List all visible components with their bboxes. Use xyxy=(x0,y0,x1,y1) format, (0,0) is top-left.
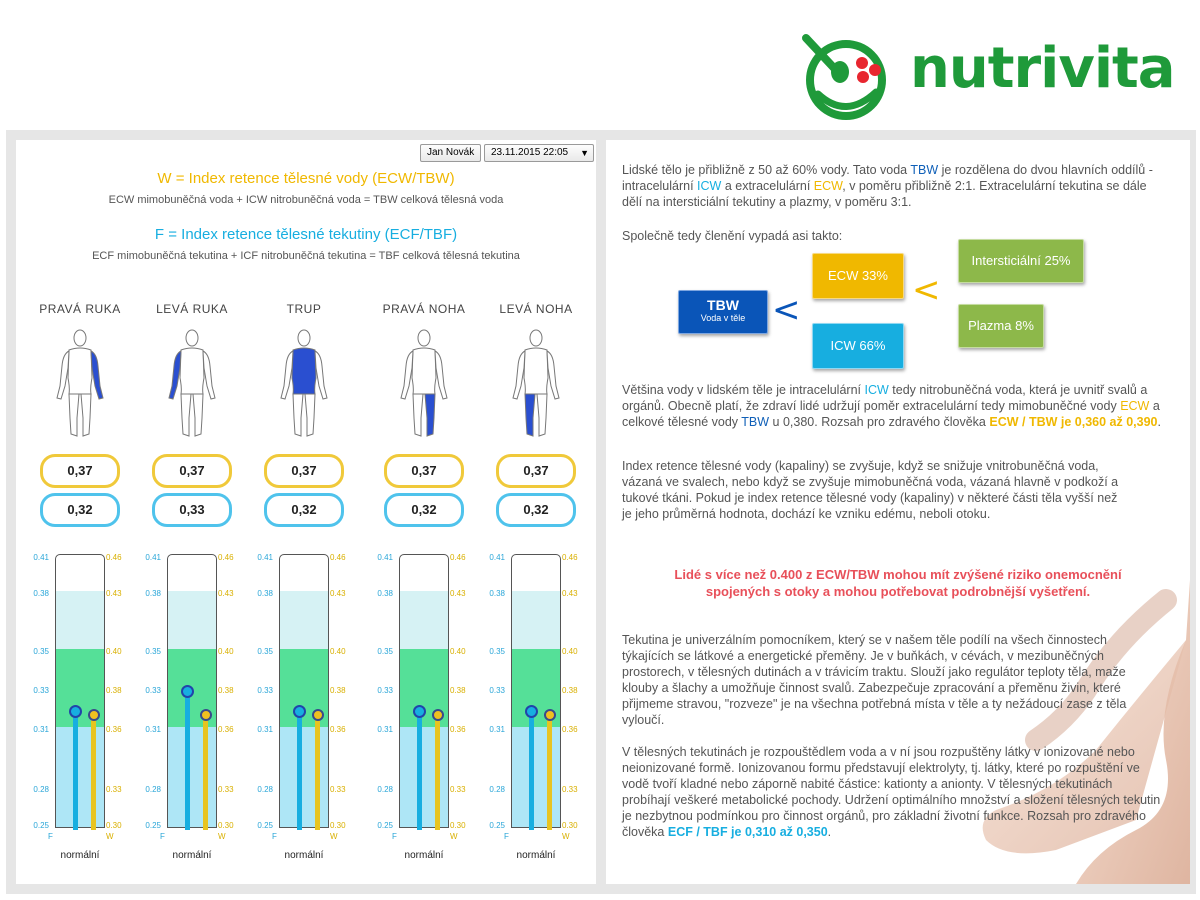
f-value-pill: 0,32 xyxy=(40,493,120,527)
f-scale-tick: 0.31 xyxy=(33,725,49,734)
f-axis-letter: F xyxy=(272,832,277,841)
date-select-value: 23.11.2015 22:05 xyxy=(491,147,569,158)
w-marker xyxy=(200,709,212,721)
split-intro: Společně tedy členění vypadá asi takto: xyxy=(622,229,843,243)
w-scale-tick: 0.30 xyxy=(218,821,234,830)
f-scale-tick: 0.33 xyxy=(257,686,273,695)
w-scale-tick: 0.46 xyxy=(106,553,122,562)
intersticialni-box: Intersticiální 25% xyxy=(958,239,1084,283)
segment-column xyxy=(136,140,248,884)
ecw-split-sign: < xyxy=(912,270,941,310)
w-marker xyxy=(312,709,324,721)
f-scale-tick: 0.35 xyxy=(145,647,161,656)
f-marker xyxy=(69,705,82,718)
w-value-pill: 0,37 xyxy=(40,454,120,488)
w-scale-tick: 0.43 xyxy=(218,589,234,598)
f-scale-tick: 0.28 xyxy=(33,785,49,794)
f-value-pill: 0,32 xyxy=(264,493,344,527)
f-scale-tick: 0.35 xyxy=(489,647,505,656)
gauge-track xyxy=(279,554,329,828)
f-value-pill: 0,33 xyxy=(152,493,232,527)
f-subtitle: ECF mimobuněčná tekutina + ICF nitrobuněčná tekutina = TBF celková tělesná tekutina xyxy=(92,250,520,262)
w-scale-tick: 0.43 xyxy=(562,589,578,598)
status-label: normální xyxy=(172,850,212,861)
f-scale-tick: 0.35 xyxy=(377,647,393,656)
segment-label: PRAVÁ RUKA xyxy=(39,302,121,316)
w-scale-tick: 0.46 xyxy=(562,553,578,562)
w-axis-letter: W xyxy=(330,832,338,841)
w-scale-tick: 0.38 xyxy=(562,686,578,695)
w-bar xyxy=(547,715,552,831)
w-scale-tick: 0.36 xyxy=(330,725,346,734)
w-axis-letter: W xyxy=(106,832,114,841)
w-scale-tick: 0.30 xyxy=(330,821,346,830)
segment-column xyxy=(24,140,136,884)
status-label: normální xyxy=(404,850,444,861)
f-marker xyxy=(525,705,538,718)
f-marker xyxy=(293,705,306,718)
rozpoustedlo-paragraph: V tělesných tekutinách je rozpouštědlem voda a v ní jsou rozpuštěny látky v ionizované nebo neionizované formě. Ionizovanou formu představují elektrolyty, tj. látky, které po rozpuštění ve vodě tvoří kladné nebo záporně nabité částice: kationty a anionty. V tělesných tekutinách probíhají veškeré metabolické pochody. Udržení optimálního množství a složení tělesných tekutin je nezbytnou podmínkou pro činnost orgánů, pro základní životní funkce. Rozsah pro zdravého člověka ECF / TBF je 0,310 až 0,350. xyxy=(622,745,1161,839)
w-scale-tick: 0.43 xyxy=(330,589,346,598)
w-scale-tick: 0.36 xyxy=(562,725,578,734)
gauge-track xyxy=(511,554,561,828)
w-title: W = Index retence tělesné vody (ECW/TBW) xyxy=(157,170,455,187)
f-scale-tick: 0.33 xyxy=(377,686,393,695)
f-marker xyxy=(413,705,426,718)
logo-wordmark: nutrivita xyxy=(910,36,1175,101)
f-value-pill: 0,32 xyxy=(384,493,464,527)
status-label: normální xyxy=(516,850,556,861)
w-axis-letter: W xyxy=(218,832,226,841)
f-scale-tick: 0.25 xyxy=(257,821,273,830)
f-scale-tick: 0.38 xyxy=(377,589,393,598)
f-bar xyxy=(417,711,422,831)
f-value-pill: 0,32 xyxy=(496,493,576,527)
f-axis-letter: F xyxy=(48,832,53,841)
w-marker xyxy=(432,709,444,721)
tbw-box: TBW Voda v těle xyxy=(678,290,768,334)
w-scale-tick: 0.33 xyxy=(330,785,346,794)
status-label: normální xyxy=(60,850,100,861)
segment-column xyxy=(480,140,592,884)
w-scale-tick: 0.38 xyxy=(330,686,346,695)
f-scale-tick: 0.25 xyxy=(33,821,49,830)
f-scale-tick: 0.31 xyxy=(145,725,161,734)
f-scale-tick: 0.31 xyxy=(257,725,273,734)
gauge-track xyxy=(399,554,449,828)
f-scale-tick: 0.33 xyxy=(33,686,49,695)
f-axis-letter: F xyxy=(504,832,509,841)
intro-paragraph: Lidské tělo je přibližně z 50 až 60% vody. Tato voda TBW je rozdělena do dvou hlavních oddílů - intracelulární ICW a extracelulární ECW, v poměru přibližně 2:1. Extracelulární tekutina se dále dělí na intersticiální tekutiny a plazmy, v poměru 3:1. xyxy=(622,163,1153,209)
f-axis-letter: F xyxy=(160,832,165,841)
left-panel xyxy=(16,140,596,884)
f-bar xyxy=(297,711,302,831)
retention-gauge xyxy=(136,550,248,850)
w-scale-tick: 0.46 xyxy=(330,553,346,562)
f-axis-letter: F xyxy=(392,832,397,841)
ecw-box: ECW 33% xyxy=(812,253,904,299)
w-scale-tick: 0.30 xyxy=(106,821,122,830)
body-figure-icon xyxy=(506,328,566,440)
body-figure-icon xyxy=(394,328,454,440)
segment-label: LEVÁ NOHA xyxy=(499,302,573,316)
tekutina-paragraph: Tekutina je univerzálním pomocníkem, který se v našem těle podílí na všech činnostech týkajících se látkové a energetické přeměny. Je v buňkách, v cévách, v mezibuněčných prostorech, v tělesných dutinách a v trávicím traktu. Slouží jako regulátor teploty těla, maže klouby a šlachy a umožňuje činnost svalů. Zabezpečuje zpracování a přeměnu živin, které přijmeme stravou, "rozveze" je na všechna potřebná místa v těle a ty nežádoucí zase z těla vyloučí. xyxy=(622,633,1127,727)
f-scale-tick: 0.25 xyxy=(489,821,505,830)
gauge-track xyxy=(55,554,105,828)
f-scale-tick: 0.41 xyxy=(33,553,49,562)
w-bar xyxy=(315,715,320,831)
f-scale-tick: 0.25 xyxy=(145,821,161,830)
warning-text: Lidé s více než 0.400 z ECW/TBW mohou mít zvýšené riziko onemocnění spojených s otoky a mohou potřebovat podrobnější vyšetření. xyxy=(674,567,1122,599)
f-bar xyxy=(73,711,78,831)
f-bar xyxy=(529,711,534,831)
segment-label: PRAVÁ NOHA xyxy=(382,302,466,316)
f-scale-tick: 0.35 xyxy=(257,647,273,656)
f-scale-tick: 0.35 xyxy=(33,647,49,656)
segment-label: TRUP xyxy=(286,302,322,316)
f-scale-tick: 0.33 xyxy=(489,686,505,695)
f-marker xyxy=(181,685,194,698)
segment-label: LEVÁ RUKA xyxy=(156,302,228,316)
w-scale-tick: 0.33 xyxy=(562,785,578,794)
w-marker xyxy=(544,709,556,721)
f-scale-tick: 0.38 xyxy=(257,589,273,598)
user-name-box[interactable]: Jan Novák xyxy=(420,144,481,162)
w-scale-tick: 0.30 xyxy=(450,821,466,830)
w-scale-tick: 0.33 xyxy=(450,785,466,794)
smiley-logo-icon xyxy=(796,30,910,122)
f-scale-tick: 0.41 xyxy=(489,553,505,562)
w-value-pill: 0,37 xyxy=(264,454,344,488)
w-value-pill: 0,37 xyxy=(384,454,464,488)
w-bar xyxy=(91,715,96,831)
w-scale-tick: 0.43 xyxy=(450,589,466,598)
tbw-split-sign: < xyxy=(772,290,801,330)
plazma-box: Plazma 8% xyxy=(958,304,1044,348)
w-axis-letter: W xyxy=(562,832,570,841)
f-scale-tick: 0.31 xyxy=(489,725,505,734)
w-scale-tick: 0.36 xyxy=(218,725,234,734)
f-scale-tick: 0.38 xyxy=(145,589,161,598)
f-scale-tick: 0.31 xyxy=(377,725,393,734)
w-scale-tick: 0.46 xyxy=(218,553,234,562)
w-scale-tick: 0.40 xyxy=(330,647,346,656)
segment-column xyxy=(248,140,360,884)
f-scale-tick: 0.25 xyxy=(377,821,393,830)
f-scale-tick: 0.41 xyxy=(257,553,273,562)
body-figure-icon xyxy=(274,328,334,440)
w-scale-tick: 0.43 xyxy=(106,589,122,598)
retention-gauge xyxy=(368,550,480,850)
icw-paragraph: Většina vody v lidském těle je intracelulární ICW tedy nitrobuněčná voda, která je uvnitř svalů a orgánů. Obecně platí, že zdraví lidé udržují poměr extracelulární tedy mimobuněčné vody ECW a celkové tělesné vody TBW u 0,380. Rozsah pro zdravého člověka ECW / TBW je 0,360 až 0,390. xyxy=(622,383,1161,429)
w-scale-tick: 0.40 xyxy=(450,647,466,656)
w-scale-tick: 0.38 xyxy=(218,686,234,695)
w-scale-tick: 0.40 xyxy=(218,647,234,656)
f-scale-tick: 0.28 xyxy=(257,785,273,794)
w-value-pill: 0,37 xyxy=(152,454,232,488)
f-scale-tick: 0.33 xyxy=(145,686,161,695)
w-scale-tick: 0.40 xyxy=(562,647,578,656)
status-label: normální xyxy=(284,850,324,861)
w-bar xyxy=(203,715,208,831)
w-scale-tick: 0.33 xyxy=(106,785,122,794)
w-subtitle: ECW mimobuněčná voda + ICW nitrobuněčná voda = TBW celková tělesná voda xyxy=(108,194,504,206)
f-scale-tick: 0.28 xyxy=(377,785,393,794)
body-figure-icon xyxy=(162,328,222,440)
f-scale-tick: 0.38 xyxy=(489,589,505,598)
f-scale-tick: 0.28 xyxy=(145,785,161,794)
right-panel xyxy=(606,140,1190,884)
w-scale-tick: 0.40 xyxy=(106,647,122,656)
f-bar xyxy=(185,691,190,830)
w-axis-letter: W xyxy=(450,832,458,841)
w-scale-tick: 0.30 xyxy=(562,821,578,830)
retention-gauge xyxy=(480,550,592,850)
f-scale-tick: 0.28 xyxy=(489,785,505,794)
f-scale-tick: 0.41 xyxy=(145,553,161,562)
w-bar xyxy=(435,715,440,831)
body-figure-icon xyxy=(50,328,110,440)
chevron-down-icon: ▼ xyxy=(580,148,589,158)
nutrivita-logo xyxy=(796,30,1175,122)
retention-gauge xyxy=(24,550,136,850)
w-scale-tick: 0.46 xyxy=(450,553,466,562)
w-scale-tick: 0.36 xyxy=(106,725,122,734)
w-marker xyxy=(88,709,100,721)
w-scale-tick: 0.38 xyxy=(106,686,122,695)
icw-box: ICW 66% xyxy=(812,323,904,369)
f-title: F = Index retence tělesné tekutiny (ECF/TBF) xyxy=(154,226,458,243)
retention-gauge xyxy=(248,550,360,850)
index-paragraph: Index retence tělesné vody (kapaliny) se zvyšuje, když se snižuje vnitrobuněčná voda, vázaná ve svalech, nebo když se zvyšuje mimobuněčná voda, vázaná hlavně v podkoží a tukové tkáni. Pokud je index retence tělesné vody (kapaliny) v některé části těla vyšší než je jeho průměrná hodnota, dochází ke vzniku edému, neboli otoku. xyxy=(622,459,1119,521)
segment-column xyxy=(368,140,480,884)
f-scale-tick: 0.41 xyxy=(377,553,393,562)
f-scale-tick: 0.38 xyxy=(33,589,49,598)
w-scale-tick: 0.36 xyxy=(450,725,466,734)
w-scale-tick: 0.33 xyxy=(218,785,234,794)
w-scale-tick: 0.38 xyxy=(450,686,466,695)
w-value-pill: 0,37 xyxy=(496,454,576,488)
